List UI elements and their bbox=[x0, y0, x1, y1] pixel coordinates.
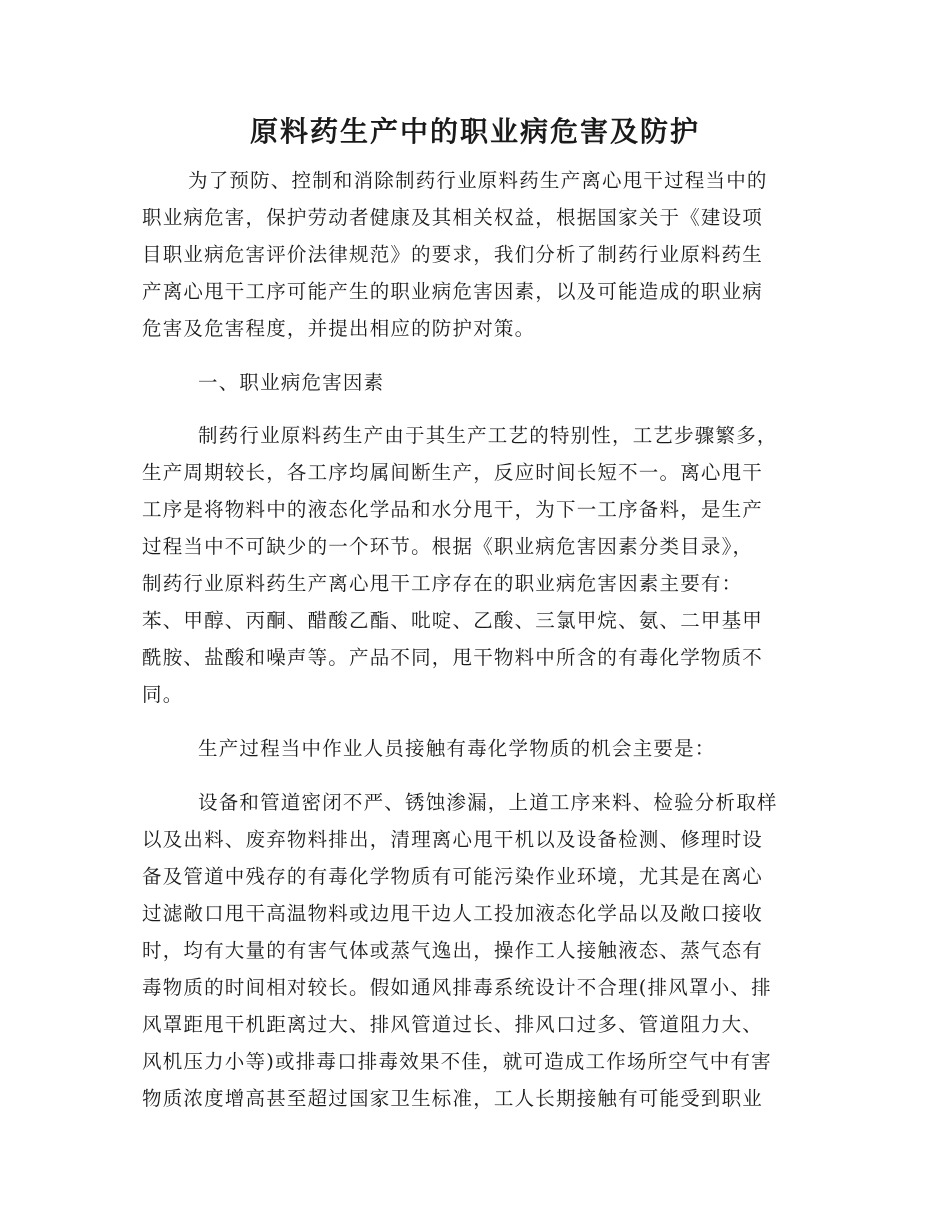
paragraph-line: 工序是将物料中的液态化学品和水分甩干，为下一工序备料，是生产 bbox=[142, 498, 764, 521]
paragraph-line: 时，均有大量的有害气体或蒸气逸出，操作工人接触液态、蒸气态有 bbox=[142, 939, 764, 962]
paragraph-line: 苯、甲醇、丙酮、醋酸乙酯、吡啶、乙酸、三氯甲烷、氨、二甲基甲 bbox=[142, 609, 764, 632]
paragraph-line: 为了预防、控制和消除制药行业原料药生产离心甩干过程当中的 bbox=[188, 169, 768, 192]
paragraph-line: 风机压力小等)或排毒口排毒效果不佳，就可造成工作场所空气中有害 bbox=[142, 1050, 772, 1073]
paragraph-line: 毒物质的时间相对较长。假如通风排毒系统设计不合理(排风罩小、排 bbox=[142, 976, 772, 999]
paragraph-line: 制药行业原料药生产离心甩干工序存在的职业病危害因素主要有： bbox=[142, 572, 743, 595]
paragraph-line: 备及管道中残存的有毒化学物质有可能污染作业环境，尤其是在离心 bbox=[142, 865, 764, 888]
paragraph-line: 过程当中不可缺少的一个环节。根据《职业病危害因素分类目录》， bbox=[142, 535, 754, 558]
paragraph-line: 设备和管道密闭不严、锈蚀渗漏，上道工序来料、检验分析取样 bbox=[198, 791, 778, 814]
paragraph-line: 过滤敞口甩干高温物料或边甩干边人工投加液态化学品以及敞口接收 bbox=[142, 902, 764, 925]
paragraph-line: 目职业病危害评价法律规范》的要求，我们分析了制药行业原料药生 bbox=[142, 243, 764, 266]
paragraph-line: 生产过程当中作业人员接触有毒化学物质的机会主要是： bbox=[198, 737, 716, 760]
paragraph-line: 危害及危害程度，并提出相应的防护对策。 bbox=[142, 317, 536, 340]
paragraph-line: 产离心甩干工序可能产生的职业病危害因素，以及可能造成的职业病 bbox=[142, 280, 764, 303]
paragraph-line: 以及出料、废弃物料排出，清理离心甩干机以及设备检测、修理时设 bbox=[142, 828, 764, 851]
section-heading: 一、职业病危害因素 bbox=[198, 371, 385, 394]
paragraph-line: 制药行业原料药生产由于其生产工艺的特别性，工艺步骤繁多， bbox=[198, 424, 778, 447]
paragraph-line: 生产周期较长，各工序均属间断生产，反应时间长短不一。离心甩干 bbox=[142, 461, 764, 484]
paragraph-line: 同。 bbox=[142, 683, 184, 706]
paragraph-line: 风罩距甩干机距离过大、排风管道过长、排风口过多、管道阻力大、 bbox=[142, 1013, 764, 1036]
paragraph-line: 物质浓度增高甚至超过国家卫生标准，工人长期接触有可能受到职业 bbox=[142, 1087, 764, 1110]
paragraph-line: 职业病危害，保护劳动者健康及其相关权益，根据国家关于《建设项 bbox=[142, 206, 764, 229]
paragraph-line: 酰胺、盐酸和噪声等。产品不同，甩干物料中所含的有毒化学物质不 bbox=[142, 646, 764, 669]
document-title: 原料药生产中的职业病危害及防护 bbox=[249, 115, 700, 148]
